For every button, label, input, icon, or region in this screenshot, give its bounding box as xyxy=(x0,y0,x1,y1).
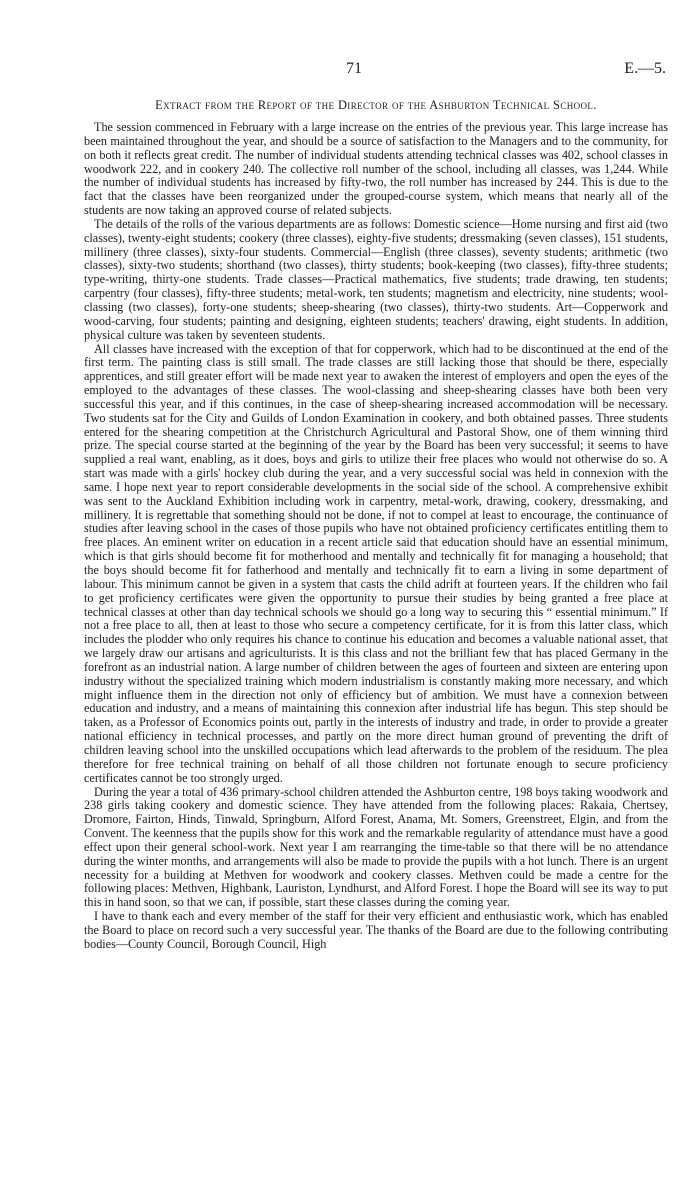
page-header xyxy=(84,60,668,88)
report-title: Extract from the Report of the Director of the Ashburton Technical School. xyxy=(155,98,597,112)
paragraph-session: The session commenced in February with a large increase on the entries of the previous year. This large increase has been maintained throughout the year, and should be a source of satisfaction to the Managers and to the community, for on both it reflects great credit. The number of individual students attending technical classes was 402, school classes in woodwork 222, and in cookery 240. The collective roll number of the school, including all classes, was 1,244. While the number of individual students has increased by fifty-two, the roll number has increased by 244. This is due to the fact that the classes have been reorganized under the grouped-course system, which means that nearly all of the students are now taking an approved course of related subjects. xyxy=(84,120,668,218)
paragraph-thanks: I have to thank each and every member of the staff for their very efficient and enthusiastic work, which has enabled the Board to place on record such a very successful year. The thanks of the Board are due to the following contributing bodies—County Council, Borough Council, High xyxy=(84,909,668,951)
paragraph-department-rolls: The details of the rolls of the various departments are as follows: Domestic science—Home nursing and first aid (two classes), twenty-eight students; cookery (three classes), eighty-five students; dressmaking (seven classes), 151 students, millinery (three classes), sixty-four students. Commercial—English (three classes), seventy students; arithmetic (two classes), sixty-two students; shorthand (two classes), thirty students; book-keeping (two classes), fifty-three students; type-writing, thirty-one students. Trade classes—Practical mathematics, five students; trade drawing, ten students; carpentry (four classes), fifty-three students; metal-work, ten students; magnetism and electricity, nine students; wool-classing (two classes), forty-one students; sheep-shearing (two classes), thirty-two students. Art—Copperwork and wood-carving, four students; painting and designing, eighteen students; teachers' drawing, eight students. In addition, physical culture was taken by seventeen students. xyxy=(84,216,668,342)
document-page xyxy=(84,60,668,952)
report-body xyxy=(84,121,668,952)
page-reference: E.—5. xyxy=(624,60,666,77)
paragraph-classes-progress: All classes have increased with the exception of that for copperwork, which had to be discontinued at the end of the first term. The painting class is still small. The trade classes are still lacking those that should be there, especially apprentices, and still greater effort will be made next year to awaken the interest of employers and open the eyes of the employed to the advantages of these classes. The wool-classing and sheep-shearing classes have both been very successful this year, and if this continues, in the case of sheep-shearing increased accommodation will be necessary. Two students sat for the City and Guilds of London Examination in cookery, and both obtained passes. Three students entered for the shearing competition at the Christchurch Agricultural and Pastoral Show, one of them winning third prize. The special course started at the beginning of the year by the Board has been very successful; it seems to have supplied a real want, enabling, as it does, boys and girls to utilize their free places who would not otherwise do so. A start was made with a girls' hockey club during the year, and a very successful social was held in connexion with the same. I hope next year to report considerable developments in the social side of the school. A comprehensive exhibit was sent to the Auckland Exhibition including work in carpentry, metal-work, drawing, cookery, dressmaking, and millinery. It is regrettable that something should not be done, if not to compel at least to encourage, the continuance of studies after leaving school in the cases of those pupils who have not obtained proficiency certificates entitling them to free places. An eminent writer on education in a recent article said that education should have an essential minimum, which is that girls should become fit for motherhood and mentally and technically fit for managing a household; that the boys should become fit for fatherhood and mentally and technically fit to earn a living in some department of labour. This minimum cannot be given in a system that casts the child adrift at fourteen years. If the children who fail to get proficiency certificates were given the opportunity to pursue their studies by being granted a free place at technical classes at other than day technical schools we should go a long way to securing this “ essential minimum.” If not a free place to all, then at least to those who secure a competency certificate, for it is from this latter class, which includes the plodder who only requires his chance to continue his education and becomes a valuable national asset, that we largely draw our artisans and agriculturists. It is this class and not the brilliant few that has placed Germany in the forefront as an industrial nation. A large number of children between the ages of fourteen and sixteen are entering upon industry without the specialized training which modern industrialism is constantly making more necessary, and which might influence them in the direction not only of efficiency but of ambition. We must have a connexion between education and industry, and a means of maintaining this connexion after industrial life has begun. This step should be taken, as a Professor of Economics points out, partly in the interests of industry and trade, in order to provide a greater national efficiency in technical processes, and partly on the more direct human ground of preventing the drift of children leaving school into the unskilled occupations which lead afterwards to the problem of the residuum. The plea therefore for free technical training on behalf of all those children not fortunate enough to secure proficiency certificates cannot be too strongly urged. xyxy=(84,341,668,785)
paragraph-primary-school: During the year a total of 436 primary-school children attended the Ashburton centre, 198 boys taking woodwork and 238 girls taking cookery and domestic science. They have attended from the following places: Rakaia, Chertsey, Dromore, Fairton, Hinds, Tinwald, Springburn, Alford Forest, Anama, Mt. Somers, Greenstreet, Elgin, and from the Convent. The keenness that the pupils show for this work and the remarkable regularity of attendance must have a good effect upon their general school-work. Next year I am rearranging the time-table so that there will be no attendance during the winter months, and arrangements will also be made to provide the pupils with a hot lunch. There is an urgent necessity for a building at Methven for woodwork and cookery classes. Methven could be made a centre for the following places: Methven, Highbank, Lauriston, Lyndhurst, and Alford Forest. I hope the Board will see its way to put this in hand soon, so that we can, if possible, start these classes during the coming year. xyxy=(84,784,668,910)
page-number: 71 xyxy=(346,60,362,77)
